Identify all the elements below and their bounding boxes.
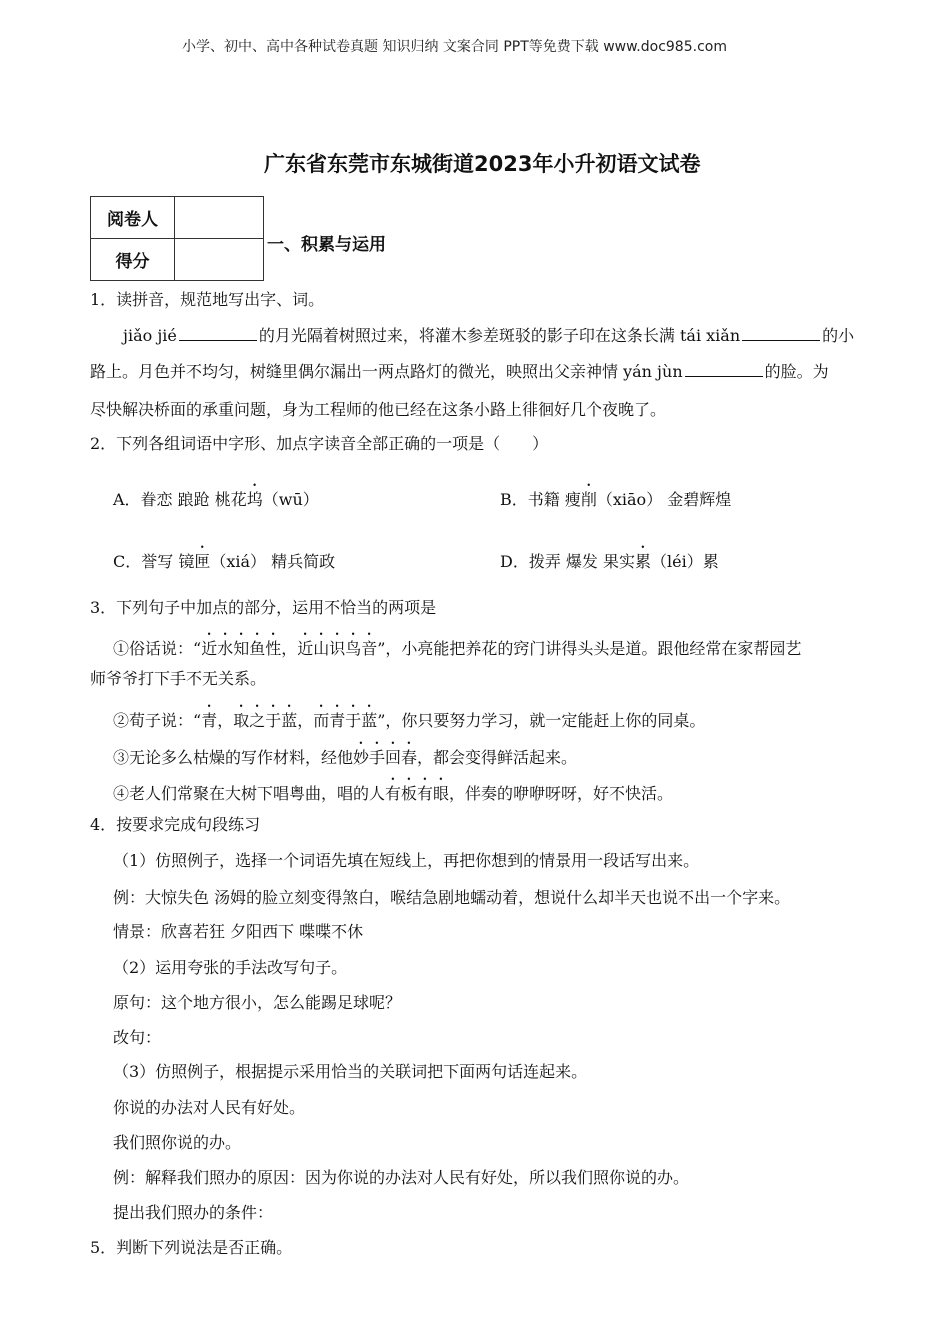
score-label: 得分	[91, 239, 175, 281]
sentence-text: ”，小亮能把养花的窍门讲得头头是道。跟他经常在家帮园艺	[377, 639, 802, 658]
q5-stem: 5．判断下列说法是否正确。	[90, 1238, 293, 1257]
sentence-text: ，都会变得鲜活起来。	[417, 748, 578, 767]
option-text: A．眷恋 踉跄 桃花	[113, 490, 247, 509]
answer-blank-3[interactable]	[685, 362, 763, 377]
dotted-phrase: 青，取之于蓝	[201, 711, 298, 730]
sentence-text: ②荀子说：“	[113, 711, 202, 730]
sentence-text: ③无论多么枯燥的写作材料，经他	[113, 748, 354, 767]
reviewer-label: 阅卷人	[91, 197, 175, 239]
option-text: （xiāo） 金碧辉煌	[596, 490, 732, 509]
option-text: （wū）	[262, 490, 319, 509]
q4-line: 提出我们照办的条件：	[113, 1203, 274, 1222]
dotted-phrase: 妙手回春	[353, 748, 418, 767]
q1-text: 的脸。为	[764, 362, 829, 381]
dotted-char: 累	[635, 552, 652, 571]
q3-sentence-1	[113, 630, 801, 659]
q2-option-b[interactable]	[500, 481, 731, 510]
pinyin-jiaojie: jiǎo jié	[123, 326, 177, 345]
q2-option-a[interactable]	[113, 481, 319, 510]
sentence-text: ，	[281, 639, 298, 658]
q4-line: 你说的办法对人民有好处。	[113, 1098, 306, 1117]
q4-line: 改句：	[113, 1028, 162, 1047]
q3-sentence-4	[113, 775, 673, 804]
sentence-text: ④老人们常聚在大树下唱粤曲，唱的人	[113, 784, 386, 803]
header-note: 小学、初中、高中各种试卷真题 知识归纳 文案合同 PPT等免费下载 www.doc985.com	[182, 39, 727, 55]
q3-stem: 3．下列句子中加点的部分，运用不恰当的两项是	[90, 598, 437, 617]
q4-line: 我们照你说的办。	[113, 1133, 242, 1152]
sentence-text: ”，你只要努力学习，就一定能赶上你的同桌。	[377, 711, 706, 730]
dotted-phrase: 近水知鱼性	[201, 639, 282, 658]
dotted-phrase: 有板有眼	[385, 784, 450, 803]
q4-line: 情景：欣喜若狂 夕阳西下 喋喋不休	[113, 922, 364, 941]
q1-line-1	[123, 323, 854, 346]
sentence-text: ，	[297, 711, 314, 730]
q1-line-2	[90, 359, 829, 382]
dotted-phrase: 而青于蓝	[313, 711, 378, 730]
q4-line: （3）仿照例子，根据提示采用恰当的关联词把下面两句话连起来。	[113, 1062, 588, 1081]
q1-text: 路上。月色并不均匀，树缝里偶尔漏出一两点路灯的微光，映照出父亲神情 yán jùn	[90, 362, 683, 381]
option-text: （léi）累	[651, 552, 719, 571]
option-text: C．誉写 镜	[113, 552, 195, 571]
dotted-phrase: 近山识鸟音	[297, 639, 378, 658]
q4-line: 例：解释我们照办的原因：因为你说的办法对人民有好处，所以我们照你说的办。	[113, 1168, 690, 1187]
option-text: B．书籍 瘦	[500, 490, 581, 509]
q3-sentence-2	[113, 702, 705, 731]
sentence-text: ①俗话说：“	[113, 639, 202, 658]
answer-blank-2[interactable]	[742, 326, 820, 341]
q3-sentence-1-cont: 师爷爷打下手不无关系。	[90, 669, 267, 688]
score-table	[90, 196, 264, 281]
q4-stem: 4．按要求完成句段练习	[90, 815, 261, 834]
dotted-char: 坞	[246, 490, 263, 509]
option-text: （xiá） 精兵简政	[210, 552, 336, 571]
q3-sentence-3	[113, 739, 577, 768]
reviewer-cell[interactable]	[175, 197, 264, 239]
q2-option-c[interactable]	[113, 543, 335, 572]
q4-line: （2）运用夸张的手法改写句子。	[113, 958, 348, 977]
dotted-char: 削	[580, 490, 597, 509]
q2-stem: 2．下列各组词语中字形、加点字读音全部正确的一项是（ ）	[90, 434, 549, 453]
score-cell[interactable]	[175, 239, 264, 281]
q1-stem: 1．读拼音，规范地写出字、词。	[90, 290, 325, 309]
option-text: D．拨弄 爆发 果实	[500, 552, 636, 571]
section-heading: 一、积累与运用	[267, 235, 386, 255]
page-title: 广东省东莞市东城街道2023年小升初语文试卷	[264, 152, 701, 176]
q4-line: 例：大惊失色 汤姆的脸立刻变得煞白，喉结急剧地蠕动着，想说什么却半天也说不出一个字来。	[113, 888, 791, 907]
dotted-char: 匣	[194, 552, 211, 571]
q1-line-3: 尽快解决桥面的承重问题，身为工程师的他已经在这条小路上徘徊好几个夜晚了。	[90, 400, 667, 419]
q4-line: （1）仿照例子，选择一个词语先填在短线上，再把你想到的情景用一段话写出来。	[113, 851, 700, 870]
answer-blank-1[interactable]	[179, 326, 257, 341]
q1-text: 的小	[822, 326, 855, 345]
sentence-text: ，伴奏的咿咿呀呀，好不快活。	[449, 784, 674, 803]
q1-text: 的月光隔着树照过来，将灌木参差斑驳的影子印在这条长满 tái xiǎn	[258, 326, 741, 345]
q4-line: 原句：这个地方很小，怎么能踢足球呢？	[113, 993, 402, 1012]
q2-option-d[interactable]	[500, 543, 719, 572]
